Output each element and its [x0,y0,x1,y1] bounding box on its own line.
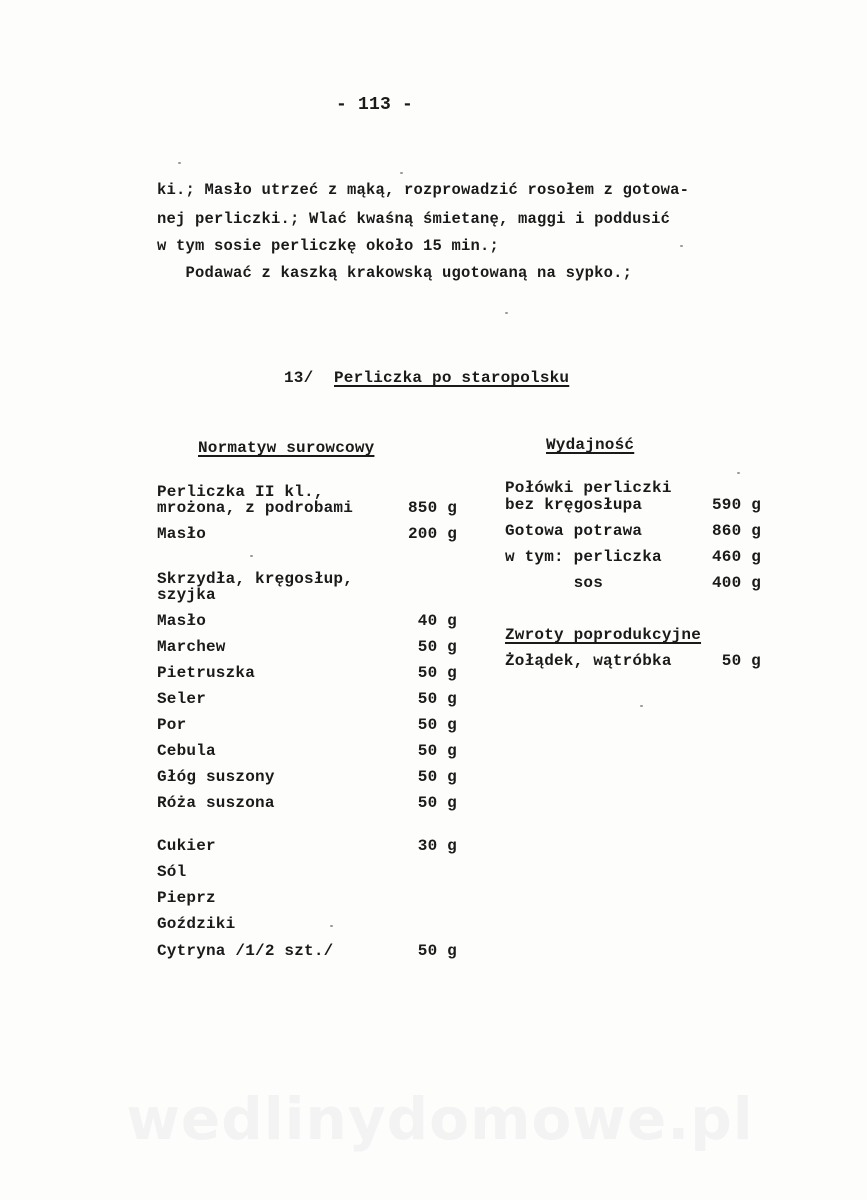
yield-qty: 400 g [711,574,761,592]
ingredient-qty: 850 g [407,499,457,517]
ingredient-qty: 30 g [417,837,457,855]
ingredient-name: Sól [157,863,187,881]
yield-name: sos [505,574,604,592]
ingredient-qty: 50 g [417,794,457,812]
ingredient-qty: 200 g [407,525,457,543]
ingredient-qty: 50 g [417,742,457,760]
intro-line-1: ki.; Masło utrzeć z mąką, rozprowadzić rosołem z gotowa- [157,181,690,199]
ingredient-name: mrożona, z podrobami [157,499,354,517]
yield-qty: 590 g [711,496,761,514]
ingredient-qty: 50 g [417,942,457,960]
ingredient-qty: 50 g [417,638,457,656]
scan-speck [250,555,253,557]
ingredient-name: szyjka [157,586,216,604]
ingredient-name: Skrzydła, kręgosłup, [157,570,354,588]
scan-speck [330,925,333,927]
ingredient-qty: 50 g [417,716,457,734]
scan-speck [178,162,181,164]
left-column-heading: Normatyw surowcowy [198,439,375,457]
recipe-title: Perliczka po staropolsku [334,369,570,387]
scan-speck [680,245,683,247]
ingredient-name: Perliczka II kl., [157,483,324,501]
yield-name: Połówki perliczki [505,479,672,497]
ingredient-qty: 40 g [417,612,457,630]
yield-name: w tym: perliczka [505,548,662,566]
intro-line-3: w tym sosie perliczkę około 15 min.; [157,237,500,255]
scan-speck [400,172,403,174]
ingredient-name: Masło [157,525,207,543]
ingredient-name: Marchew [157,638,226,656]
recipe-number: 13/ [284,369,314,387]
yield-name: Gotowa potrawa [505,522,643,540]
ingredient-qty: 50 g [417,690,457,708]
ingredient-name: Cukier [157,837,216,855]
yield-qty: 860 g [711,522,761,540]
intro-line-2: nej perliczki.; Wlać kwaśną śmietanę, maggi i poddusić [157,210,671,228]
ingredient-name: Cytryna /1/2 szt./ [157,942,334,960]
ingredient-name: Por [157,716,187,734]
ingredient-name: Pieprz [157,889,216,907]
ingredient-name: Seler [157,690,207,708]
yield-name: bez kręgosłupa [505,496,643,514]
page-number: - 113 - [336,95,414,115]
watermark: wedlinydomowe.pl [126,1085,754,1153]
ingredient-name: Cebula [157,742,216,760]
scan-speck [505,312,508,314]
returns-heading: Zwroty poprodukcyjne [505,626,702,644]
intro-line-4: Podawać z kaszką krakowską ugotowaną na sypko.; [157,264,633,282]
ingredient-name: Róża suszona [157,794,275,812]
right-column-heading: Wydajność [546,436,635,454]
scan-speck [640,705,643,707]
ingredient-name: Głóg suszony [157,768,275,786]
ingredient-name: Pietruszka [157,664,256,682]
yield-qty: 460 g [711,548,761,566]
scan-speck [737,472,740,474]
ingredient-name: Masło [157,612,207,630]
ingredient-qty: 50 g [417,768,457,786]
returns-qty: 50 g [721,652,761,670]
ingredient-name: Goździki [157,915,236,933]
ingredient-qty: 50 g [417,664,457,682]
returns-name: Żołądek, wątróbka [505,652,672,670]
